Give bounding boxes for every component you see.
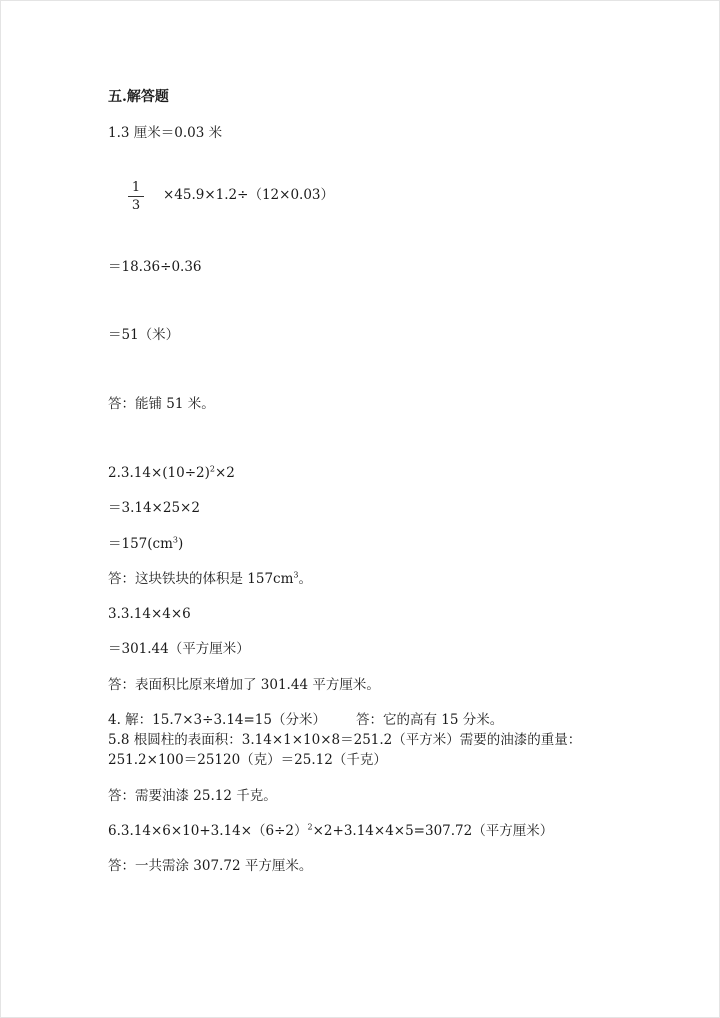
q2-line1-exponent: 2	[209, 464, 215, 474]
q1-line2: ×45.9×1.2÷（12×0.03）	[163, 187, 335, 203]
fraction-numerator: 1	[131, 180, 141, 195]
q2-line1	[108, 464, 235, 482]
q2-answer-text: 答：这块铁块的体积是 157cm	[108, 571, 294, 587]
q2-line3-text: ＝157(cm	[108, 536, 173, 552]
q2-line1-text: 2.3.14×(10÷2)	[108, 465, 210, 481]
q6-line1-text: 6.3.14×6×10+3.14×（6÷2）	[108, 823, 308, 839]
q6-line1-tail: ×2+3.14×4×5=307.72（平方厘米）	[312, 823, 554, 839]
q1-answer: 答：能铺 51 米。	[108, 396, 215, 412]
q2-line3-tail: )	[178, 536, 184, 552]
fraction-bar	[128, 196, 144, 197]
q1-line4: ＝51（米）	[108, 327, 180, 343]
q3-answer: 答：表面积比原来增加了 301.44 平方厘米。	[108, 677, 380, 693]
q3-line2: ＝301.44（平方厘米）	[108, 641, 250, 657]
q4-line1: 4. 解：15.7×3÷3.14=15（分米）	[108, 712, 326, 728]
fraction-denominator: 3	[131, 198, 141, 213]
q2-line2: ＝3.14×25×2	[108, 500, 200, 516]
section-title: 五.解答题	[108, 89, 169, 105]
q2-line3-exponent: 3	[172, 535, 178, 545]
q5-line1: 5.8 根圆柱的表面积：3.14×1×10×8＝251.2（平方米）需要的油漆的重量：	[108, 732, 582, 748]
q2-line1-tail: ×2	[214, 465, 235, 481]
q2-line3	[108, 535, 183, 553]
q3-line1: 3.3.14×4×6	[108, 606, 191, 622]
q2-answer-exponent: 3	[293, 570, 299, 580]
q5-answer: 答：需要油漆 25.12 千克。	[108, 788, 277, 804]
q4-answer: 答：它的高有 15 分米。	[356, 712, 504, 728]
q6-line1	[108, 822, 553, 840]
q2-answer-tail: 。	[298, 571, 313, 587]
q1-line3: ＝18.36÷0.36	[108, 259, 202, 275]
q2-answer	[108, 570, 312, 588]
q5-line2: 251.2×100＝25120（克）＝25.12（千克）	[108, 752, 387, 768]
q6-answer: 答：一共需涂 307.72 平方厘米。	[108, 858, 313, 874]
q6-line1-exponent: 2	[307, 822, 313, 832]
q1-line1: 1.3 厘米＝0.03 米	[108, 125, 223, 141]
q1-fraction	[128, 180, 144, 213]
